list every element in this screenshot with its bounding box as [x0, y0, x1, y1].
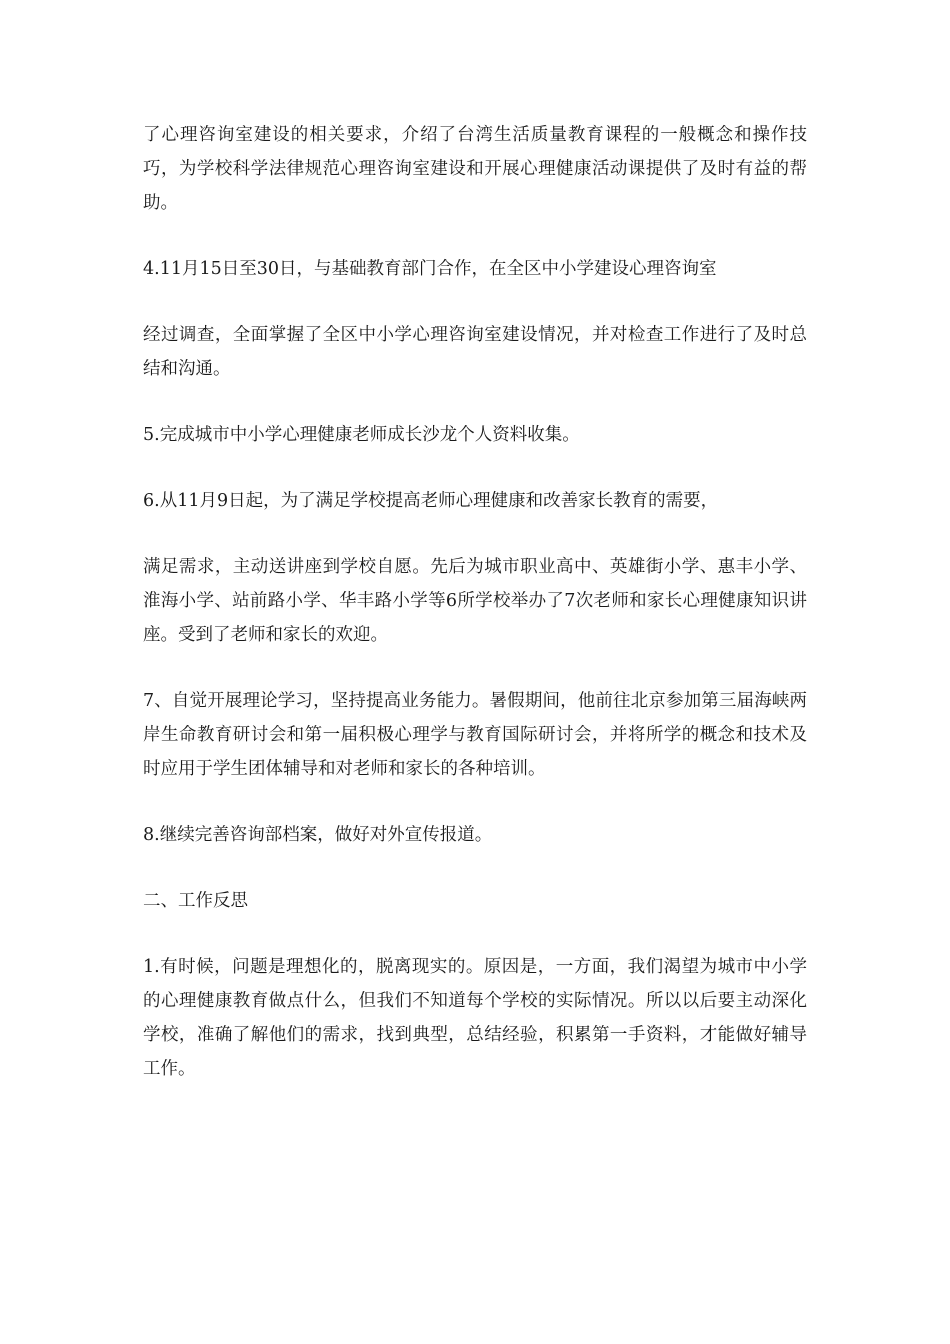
section-heading-work-reflection: 二、工作反思	[143, 891, 248, 911]
paragraph-item-4-survey: 经过调查，全面掌握了全区中小学心理咨询室建设情况，并对检查工作进行了及时总结和沟通。	[143, 325, 807, 379]
paragraph-item-5: 5.完成城市中小学心理健康老师成长沙龙个人资料收集。	[143, 425, 580, 445]
paragraph-item-6-lectures: 满足需求，主动送讲座到学校自愿。先后为城市职业高中、英雄街小学、惠丰小学、淮海小学、站前路小学、华丰路小学等6所学校举办了7次老师和家长心理健康知识讲座。受到了老师和家长的欢迎。	[143, 557, 807, 645]
paragraph-reflection-1: 1.有时候，问题是理想化的，脱离现实的。原因是，一方面，我们渴望为城市中小学的心理健康教育做点什么，但我们不知道每个学校的实际情况。所以以后要主动深化学校，准确了解他们的需求，找到典型，总结经验，积累第一手资料，才能做好辅导工作。	[143, 957, 807, 1079]
paragraph-item-7: 7、自觉开展理论学习，坚持提高业务能力。暑假期间，他前往北京参加第三届海峡两岸生命教育研讨会和第一届积极心理学与教育国际研讨会，并将所学的概念和技术及时应用于学生团体辅导和对老师和家长的各种培训。	[143, 691, 807, 779]
paragraph-item-6: 6.从11月9日起，为了满足学校提高老师心理健康和改善家长教育的需要，	[143, 491, 719, 511]
document-body	[143, 118, 807, 1118]
paragraph-consulting-room-guidance: 了心理咨询室建设的相关要求，介绍了台湾生活质量教育课程的一般概念和操作技巧，为学校科学法律规范心理咨询室建设和开展心理健康活动课提供了及时有益的帮助。	[143, 125, 807, 213]
paragraph-item-4: 4.11月15日至30日，与基础教育部门合作，在全区中小学建设心理咨询室	[143, 259, 717, 279]
paragraph-item-8: 8.继续完善咨询部档案，做好对外宣传报道。	[143, 825, 493, 845]
